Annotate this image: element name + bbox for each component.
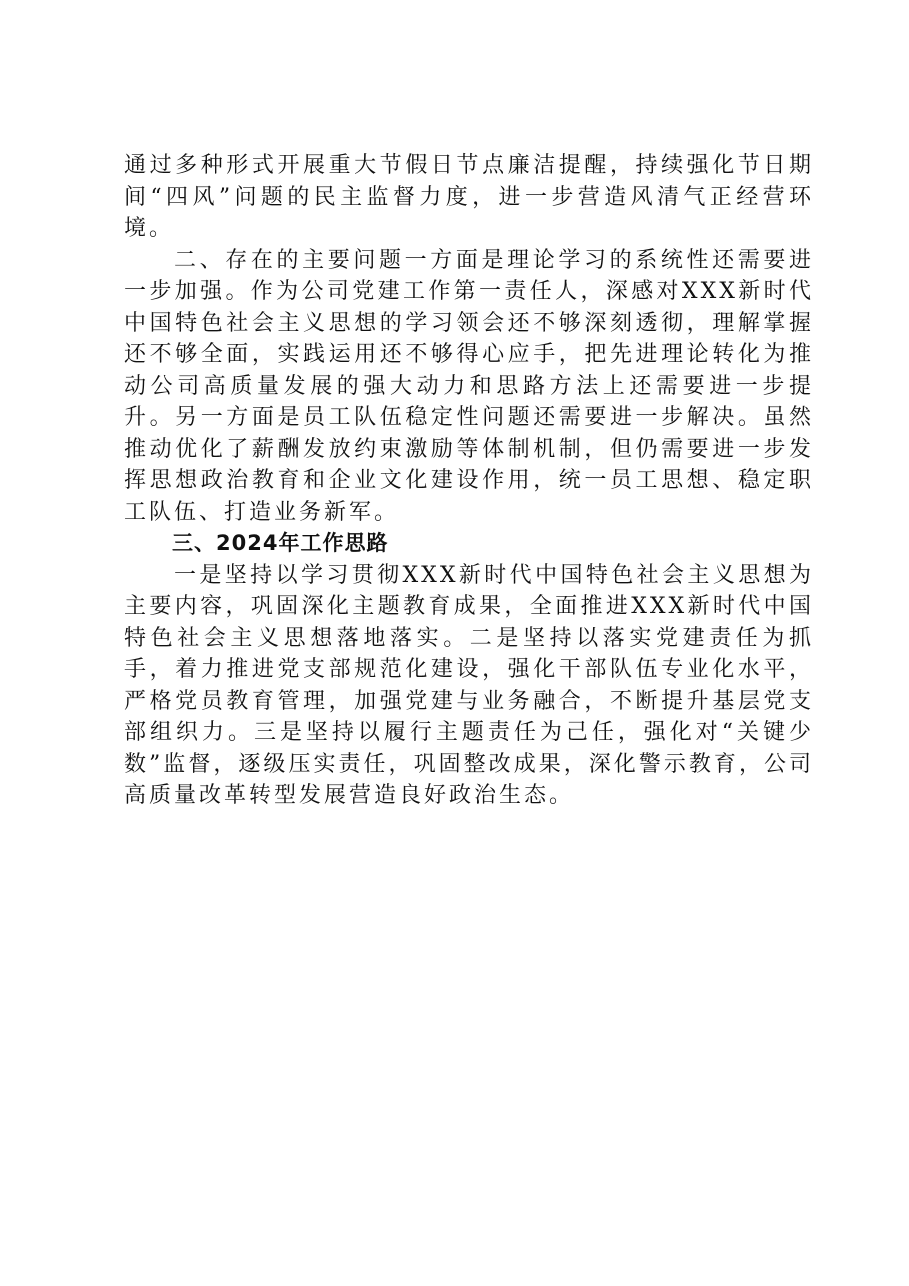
paragraph-work-plan: 一是坚持以学习贯彻XXX新时代中国特色社会主义思想为主要内容，巩固深化主题教育成果，全面推进XXX新时代中国特色社会主义思想落地落实。二是坚持以落实党建责任为抓手，着力推进党支部规范化建设，强化干部队伍专业化水平，严格党员教育管理，加强党建与业务融合，不断提升基层党支部组织力。三是坚持以履行主题责任为己任，强化对“关键少数”监督，逐级压实责任，巩固整改成果，深化警示教育，公司高质量改革转型发展营造良好政治生态。 (124, 562, 814, 808)
section-heading-2024-work-plan: 三、2024年工作思路 (172, 531, 389, 555)
paragraph-main-problems: 二、存在的主要问题一方面是理论学习的系统性还需要进一步加强。作为公司党建工作第一责任人，深感对XXX新时代中国特色社会主义思想的学习领会还不够深刻透彻，理解掌握还不够全面，实践运用还不够得心应手，把先进理论转化为推动公司高质量发展的强大动力和思路方法上还需要进一步提升。另一方面是员工队伍稳定性问题还需要进一步解决。虽然推动优化了薪酬发放约束激励等体制机制，但仍需要进一步发挥思想政治教育和企业文化建设作用，统一员工思想、稳定职工队伍、打造业务新军。 (124, 247, 814, 525)
paragraph-continuation: 通过多种形式开展重大节假日节点廉洁提醒，持续强化节日期间“四风”问题的民主监督力度，进一步营造风清气正经营环境。 (124, 153, 814, 241)
document-body (124, 150, 814, 812)
